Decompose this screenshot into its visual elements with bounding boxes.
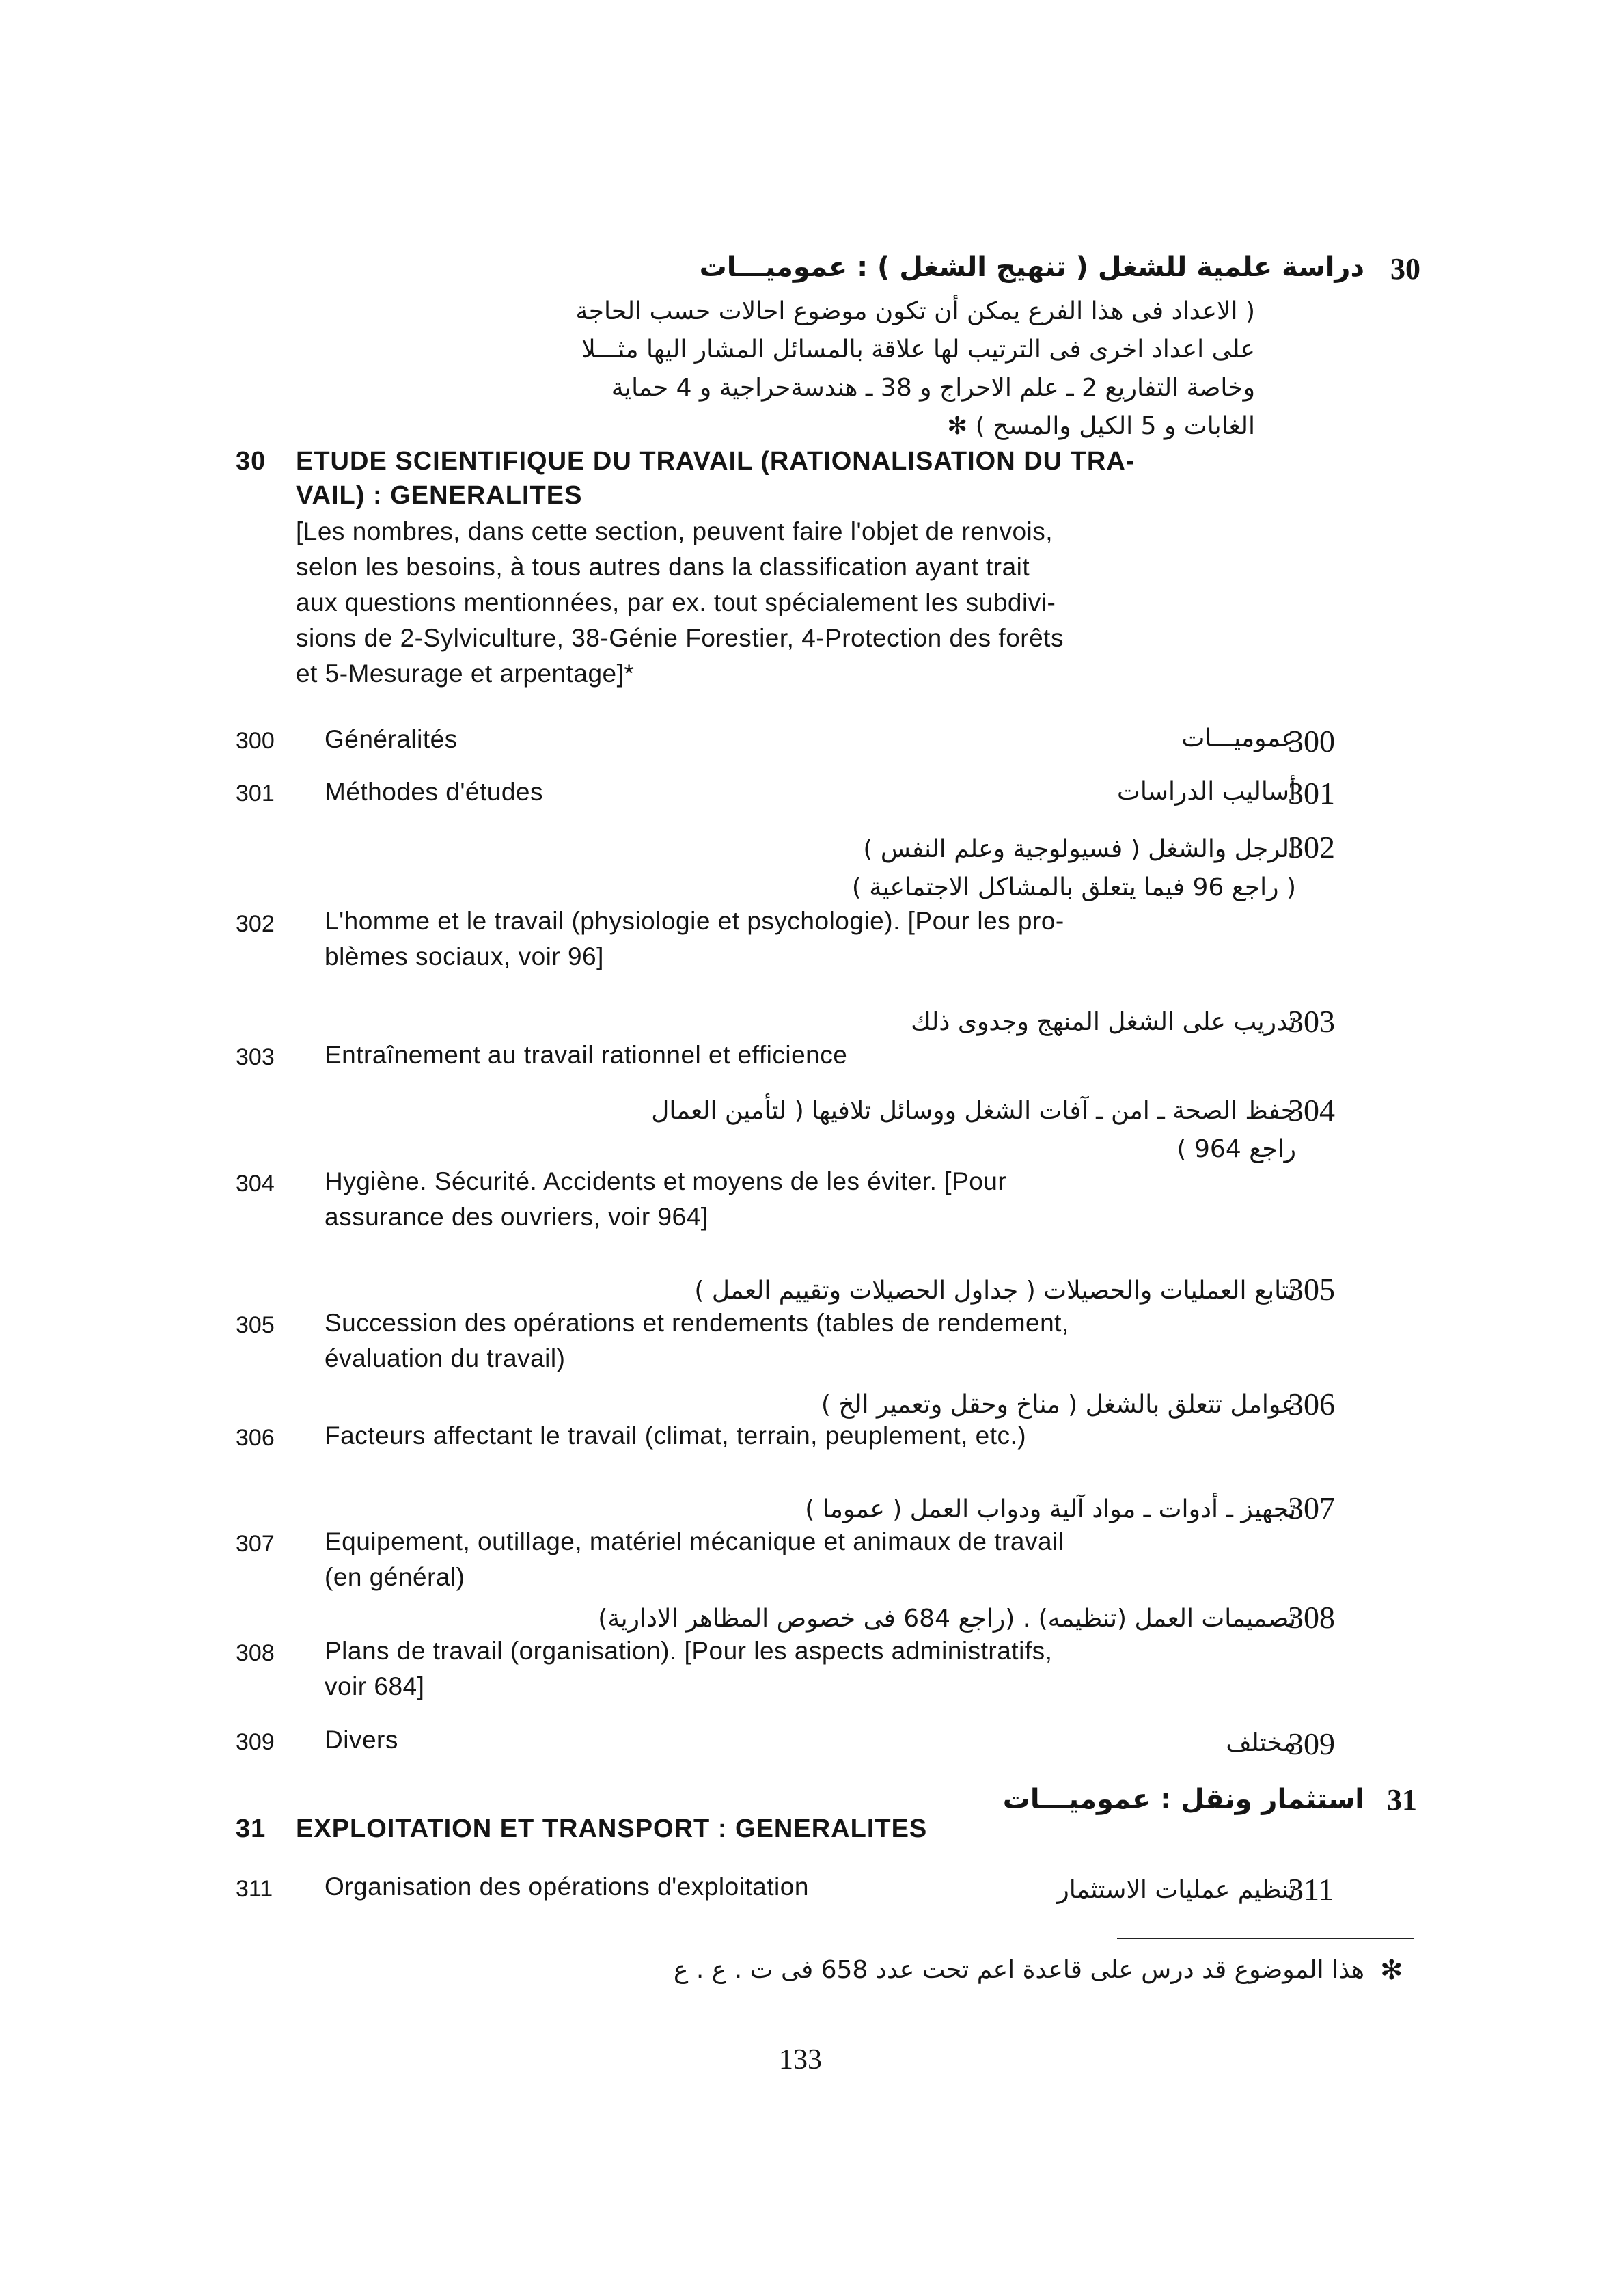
note-fr-line: selon les besoins, à tous autres dans la classification ayant trait (296, 553, 1030, 581)
entry-302-label-ar (852, 830, 1296, 907)
entry-305-label-fr (325, 1305, 1069, 1376)
note-fr-line: sions de 2-Sylviculture, 38-Génie Forestier, 4-Protection des forêts (296, 624, 1064, 652)
section-30-title-fr-line2: VAIL) : GENERALITES (296, 481, 583, 510)
entry-300-number-fr: 300 (236, 728, 275, 754)
entry-311-number-fr: 311 (236, 1876, 273, 1902)
entry-309-label-ar: مختلف (1226, 1729, 1296, 1757)
entry-302-ar-line: الرجل والشغل ( فسيولوجية وعلم النفس ) (863, 835, 1296, 863)
entry-301-number-fr: 301 (236, 780, 275, 806)
entry-304-number-ar: 304 (1288, 1093, 1335, 1128)
entry-302-fr-line: blèmes sociaux, voir 96] (325, 942, 604, 970)
entry-305-number-ar: 305 (1288, 1272, 1335, 1307)
entry-309-number-fr: 309 (236, 1729, 275, 1755)
entry-308-number-fr: 308 (236, 1640, 275, 1666)
note-ar-line: على اعداد اخرى فى الترتيب لها علاقة بالمسائل المشار اليها مثـــلا (581, 336, 1255, 364)
section-31-title-ar: استثمار ونقل : عموميـــات (1002, 1784, 1364, 1815)
entry-309-number-ar: 309 (1288, 1726, 1335, 1761)
section-31-number-fr: 31 (236, 1814, 266, 1843)
entry-303-label-fr: Entraînement au travail rationnel et efficience (325, 1041, 848, 1069)
entry-308-number-ar: 308 (1288, 1600, 1335, 1635)
entry-304-ar-line: حفظ الصحة ـ امن ـ آفات الشغل ووسائل تلافيها ( لتأمين العمال (651, 1097, 1296, 1125)
entry-302-ar-line: ( راجع 96 فيما يتعلق بالمشاكل الاجتماعية ) (851, 873, 1296, 901)
section-30-note-fr (296, 514, 1064, 692)
entry-301-label-ar: أساليب الدراسات (1116, 778, 1296, 806)
entry-311-number-ar: 311 (1288, 1872, 1334, 1907)
page-number: 133 (779, 2044, 822, 2076)
entry-305-number-fr: 305 (236, 1312, 275, 1338)
entry-307-fr-line: (en général) (325, 1563, 465, 1591)
entry-307-label-fr (325, 1524, 1064, 1595)
entry-306-number-ar: 306 (1288, 1387, 1335, 1422)
section-31-title-fr: EXPLOITATION ET TRANSPORT : GENERALITES (296, 1814, 928, 1843)
entry-306-number-fr: 306 (236, 1425, 275, 1451)
entry-304-label-fr (325, 1164, 1006, 1235)
entry-307-number-fr: 307 (236, 1531, 275, 1557)
entry-301-label-fr: Méthodes d'études (325, 778, 544, 806)
entry-305-label-ar: تتابع العمليات والحصيلات ( جداول الحصيلات وتقييم العمل ) (694, 1277, 1296, 1305)
entry-304-fr-line: assurance des ouvriers, voir 964] (325, 1203, 708, 1231)
entry-311-label-fr: Organisation des opérations d'exploitation (325, 1873, 809, 1901)
section-30-number-fr: 30 (236, 447, 266, 476)
footnote-divider (1117, 1938, 1414, 1939)
entry-302-number-ar: 302 (1288, 830, 1335, 865)
entry-308-label-fr (325, 1633, 1052, 1704)
note-fr-line: [Les nombres, dans cette section, peuvent faire l'objet de renvois, (296, 517, 1054, 545)
entry-304-label-ar (651, 1092, 1296, 1169)
entry-303-number-ar: 303 (1288, 1004, 1335, 1039)
footnote-text: هذا الموضوع قد درس على قاعدة اعم تحت عدد 658 فى ت . ع . ع (674, 1956, 1364, 1984)
footnote-mark: ✻ (1380, 1955, 1403, 1986)
entry-300-label-fr: Généralités (325, 725, 458, 753)
entry-311-label-ar: تنظيم عمليات الاستثمار (1057, 1876, 1296, 1904)
entry-304-ar-line: راجع 964 ) (1176, 1135, 1296, 1163)
entry-302-label-fr (325, 903, 1064, 975)
entry-308-fr-line: Plans de travail (organisation). [Pour les aspects administratifs, (325, 1637, 1053, 1665)
entry-300-label-ar: عموميـــات (1181, 724, 1296, 752)
entry-308-label-ar: تصميمات العمل (تنظيمه) . (راجع 684 فى خصوص المظاهر الادارية) (598, 1605, 1296, 1633)
entry-301-number-ar: 301 (1288, 776, 1335, 811)
entry-307-number-ar: 307 (1288, 1491, 1335, 1525)
entry-306-label-ar: عوامل تتعلق بالشغل ( مناخ وحقل وتعمير الخ ) (821, 1391, 1296, 1419)
note-fr-line: et 5-Mesurage et arpentage]* (296, 660, 635, 688)
entry-305-fr-line: évaluation du travail) (325, 1344, 566, 1372)
entry-304-fr-line: Hygiène. Sécurité. Accidents et moyens de les éviter. [Pour (325, 1167, 1007, 1195)
note-ar-line: الغابات و 5 الكيل والمسح ) ✻ (947, 412, 1255, 440)
entry-306-label-fr: Facteurs affectant le travail (climat, terrain, peuplement, etc.) (325, 1422, 1027, 1450)
note-ar-line: وخاصة التفاريع 2 ـ علم الاحراج و 38 ـ هندسةحراجية و 4 حماية (611, 374, 1255, 402)
entry-309-label-fr: Divers (325, 1726, 398, 1754)
entry-302-number-fr: 302 (236, 911, 275, 937)
entry-307-label-ar: تجهيز ـ أدوات ـ مواد آلية ودواب العمل ( عموما ) (805, 1495, 1296, 1523)
section-31-number-ar: 31 (1387, 1783, 1417, 1817)
note-fr-line: aux questions mentionnées, par ex. tout spécialement les subdivi- (296, 588, 1056, 616)
entry-303-number-fr: 303 (236, 1044, 275, 1070)
section-30-note-ar (575, 293, 1255, 446)
note-ar-line: ( الاعداد فى هذا الفرع يمكن أن تكون موضوع احالات حسب الحاجة (575, 297, 1255, 325)
entry-308-fr-line: voir 684] (325, 1672, 425, 1700)
entry-304-number-fr: 304 (236, 1171, 275, 1197)
entry-307-fr-line: Equipement, outillage, matériel mécanique et animaux de travail (325, 1527, 1064, 1555)
entry-303-label-ar: تدريب على الشغل المنهج وجدوى ذلك (911, 1008, 1296, 1036)
section-30-number-ar: 30 (1390, 252, 1420, 286)
section-30-title-ar: دراسة علمية للشغل ( تنهيج الشغل ) : عموميـــات (699, 251, 1364, 283)
section-30-title-fr-line1: ETUDE SCIENTIFIQUE DU TRAVAIL (RATIONALISATION DU TRA- (296, 447, 1136, 476)
entry-302-fr-line: L'homme et le travail (physiologie et psychologie). [Pour les pro- (325, 907, 1064, 935)
entry-300-number-ar: 300 (1288, 724, 1335, 759)
entry-305-fr-line: Succession des opérations et rendements (tables de rendement, (325, 1309, 1069, 1337)
